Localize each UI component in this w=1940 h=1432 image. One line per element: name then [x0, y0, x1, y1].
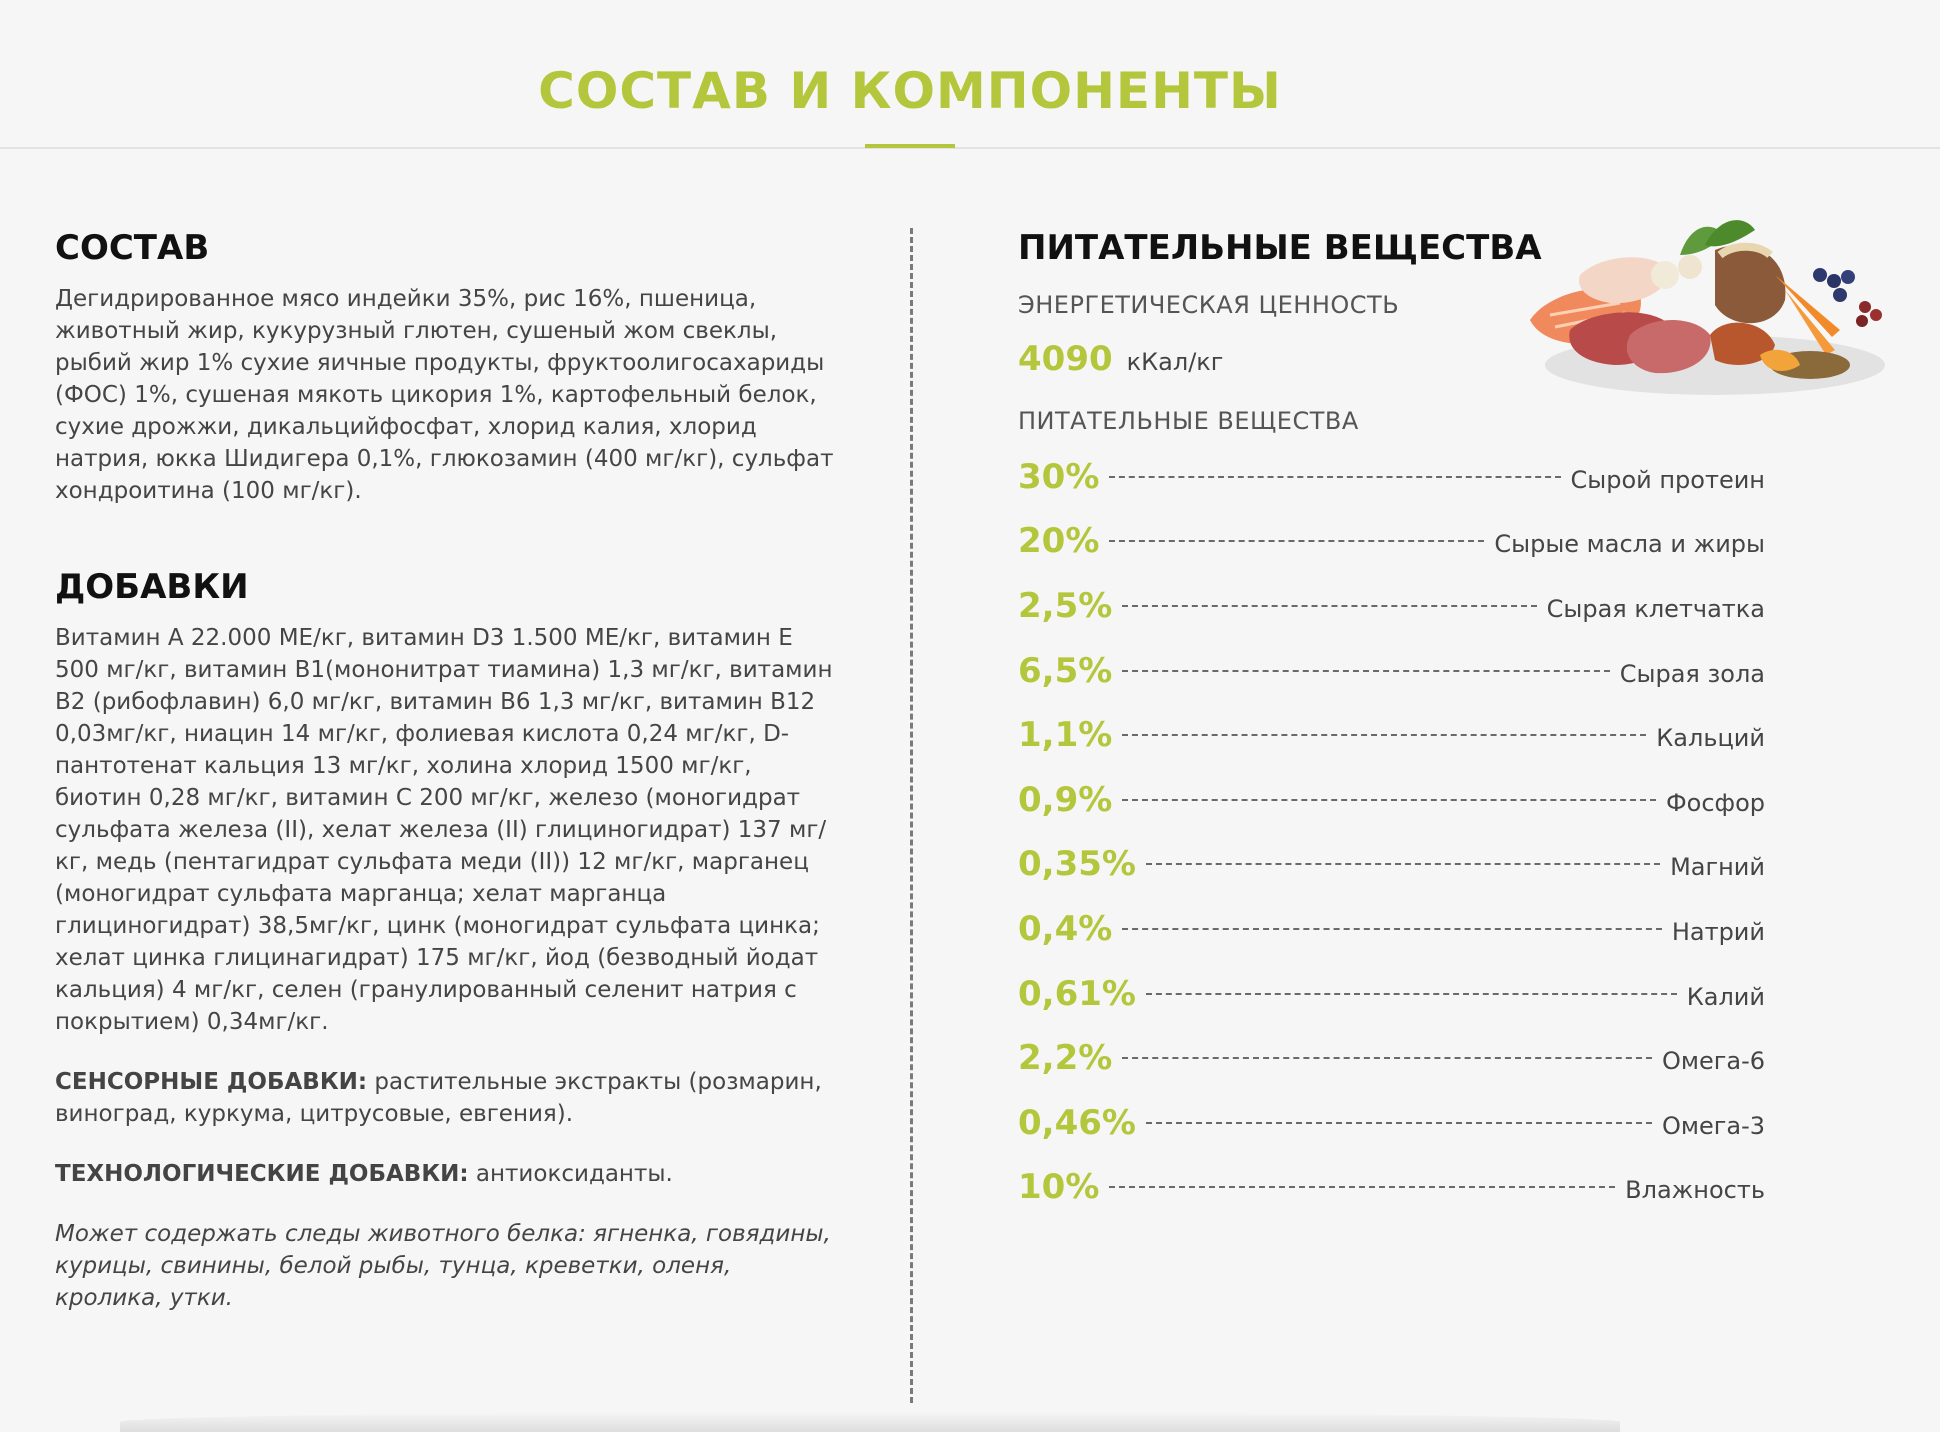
nutrient-row: [1018, 651, 1765, 716]
composition-heading: СОСТАВ: [55, 228, 210, 268]
trace-note: Может содержать следы животного белка: ягненка, говядины, курицы, свинины, белой рыбы, тунца, креветки, оленя, кролика, утки.: [55, 1220, 831, 1311]
energy-unit: кКал/кг: [1126, 347, 1224, 376]
page-header: [0, 0, 1940, 149]
technological-additives: [55, 1158, 835, 1190]
nutrient-name: Сырые масла и жиры: [1494, 530, 1765, 559]
nutrient-row: [1018, 586, 1765, 651]
nutrient-row: [1018, 1038, 1765, 1103]
column-divider: [910, 228, 913, 1403]
nutrient-name: Влажность: [1625, 1176, 1765, 1205]
energy-label: ЭНЕРГЕТИЧЕСКАЯ ЦЕННОСТЬ: [1018, 290, 1400, 319]
nutrient-name: Калий: [1686, 982, 1765, 1011]
nutrient-value: 30%: [1018, 456, 1100, 497]
sensory-additives-text: растительные экстракты (розмарин, виноград, куркума, цитрусовые, евгения).: [55, 1068, 822, 1127]
title-underline: [865, 144, 955, 148]
nutrient-value: 0,35%: [1018, 844, 1136, 885]
nutrient-row: [1018, 780, 1765, 845]
dotted-leader: [1146, 993, 1677, 995]
nutrient-value: 0,9%: [1018, 779, 1113, 820]
nutrient-name: Фосфор: [1666, 788, 1765, 817]
composition-text: Дегидрированное мясо индейки 35%, рис 16%, пшеница, животный жир, кукурузный глютен, сушеный жом свеклы, рыбий жир 1% сухие яичные продукты, фруктоолигосахариды (ФОС) 1%, сушеная мякоть цикория 1%, картофельный белок, сухие дрожжи, дикальцийфосфат, хлорид калия, хлорид натрия, юкка Шидигера 0,1%, глюкозамин (400 мг/кг), сульфат хондроитина (100 мг/кг).: [55, 285, 834, 504]
nutrient-row: [1018, 909, 1765, 974]
nutrition-heading: ПИТАТЕЛЬНЫЕ ВЕЩЕСТВА: [1018, 228, 1542, 268]
dotted-leader: [1122, 605, 1536, 607]
nutrient-name: Натрий: [1671, 917, 1765, 946]
technological-additives-text: антиоксиданты.: [468, 1160, 673, 1187]
nutrient-value: 2,5%: [1018, 585, 1113, 626]
nutrient-row: [1018, 715, 1765, 780]
nutrient-value: 10%: [1018, 1167, 1100, 1208]
nutrient-value: 6,5%: [1018, 650, 1113, 691]
sensory-additives: [55, 1066, 835, 1130]
nutrient-name: Сырая клетчатка: [1546, 594, 1765, 623]
nutrient-name: Омега-6: [1661, 1047, 1765, 1076]
dotted-leader: [1122, 734, 1646, 736]
nutrient-value: 0,61%: [1018, 973, 1136, 1014]
nutrient-name: Сырая зола: [1619, 659, 1765, 688]
nutrient-name: Омега-3: [1661, 1111, 1765, 1140]
sensory-additives-label: СЕНСОРНЫЕ ДОБАВКИ:: [55, 1068, 368, 1095]
additives-text: Витамин А 22.000 МЕ/кг, витамин D3 1.500 МЕ/кг, витамин Е 500 мг/кг, витамин В1(мононитрат тиамина) 1,3 мг/кг, витамин В2 (рибофлавин) 6,0 мг/кг, витамин В6 1,3 мг/кг, витамин В12 0,03мг/кг, ниацин 14 мг/кг, фолиевая кислота 0,24 мг/кг, D-пантотенат кальция 13 мг/кг, холина хлорид 1500 мг/кг, биотин 0,28 мг/кг, витамин С 200 мг/кг, железо (моногидрат сульфата железа (II), хелат железа (II) глициногидрат) 137 мг/кг, медь (пентагидрат сульфата меди (II)) 12 мг/кг, марганец (моногидрат сульфата марганца; хелат марганца глициногидрат) 38,5мг/кг, цинк (моногидрат сульфата цинка; хелат цинка глицинагидрат) 175 мг/кг, йод (безводный йодат кальция) 4 мг/кг, селен (гранулированный селенит натрия с покрытием) 0,34мг/кг.: [55, 624, 833, 1035]
additives-heading: ДОБАВКИ: [55, 566, 249, 607]
dotted-leader: [1109, 476, 1560, 478]
energy-value: 4090: [1018, 338, 1113, 379]
nutrient-value: 0,46%: [1018, 1102, 1136, 1143]
dotted-leader: [1146, 863, 1660, 865]
ingredients-column: [55, 228, 835, 1314]
dotted-leader: [1109, 1186, 1615, 1188]
bottom-shadow: [120, 1412, 1620, 1432]
nutrient-name: Кальций: [1656, 724, 1765, 753]
nutrient-row: [1018, 457, 1765, 522]
nutrient-row: [1018, 1167, 1765, 1232]
dotted-leader: [1122, 670, 1609, 672]
nutrient-name: Магний: [1670, 853, 1765, 882]
nutrient-value: 2,2%: [1018, 1038, 1113, 1079]
food-illustration: [1520, 215, 1900, 405]
nutrients-label: ПИТАТЕЛЬНЫЕ ВЕЩЕСТВА: [1018, 406, 1359, 435]
nutrient-value: 1,1%: [1018, 715, 1113, 756]
dotted-leader: [1122, 799, 1656, 801]
nutrient-row: [1018, 844, 1765, 909]
nutrient-value: 20%: [1018, 521, 1100, 562]
dotted-leader: [1146, 1122, 1652, 1124]
dotted-leader: [1109, 540, 1484, 542]
nutrient-value: 0,4%: [1018, 908, 1113, 949]
nutrient-row: [1018, 974, 1765, 1039]
nutrient-list: [1018, 457, 1765, 1232]
nutrient-name: Сырой протеин: [1570, 465, 1765, 494]
page-title: СОСТАВ И КОМПОНЕНТЫ: [538, 62, 1282, 120]
nutrient-row: [1018, 1103, 1765, 1168]
dotted-leader: [1122, 928, 1662, 930]
technological-additives-label: ТЕХНОЛОГИЧЕСКИЕ ДОБАВКИ:: [55, 1160, 469, 1187]
nutrient-row: [1018, 521, 1765, 586]
dotted-leader: [1122, 1057, 1652, 1059]
